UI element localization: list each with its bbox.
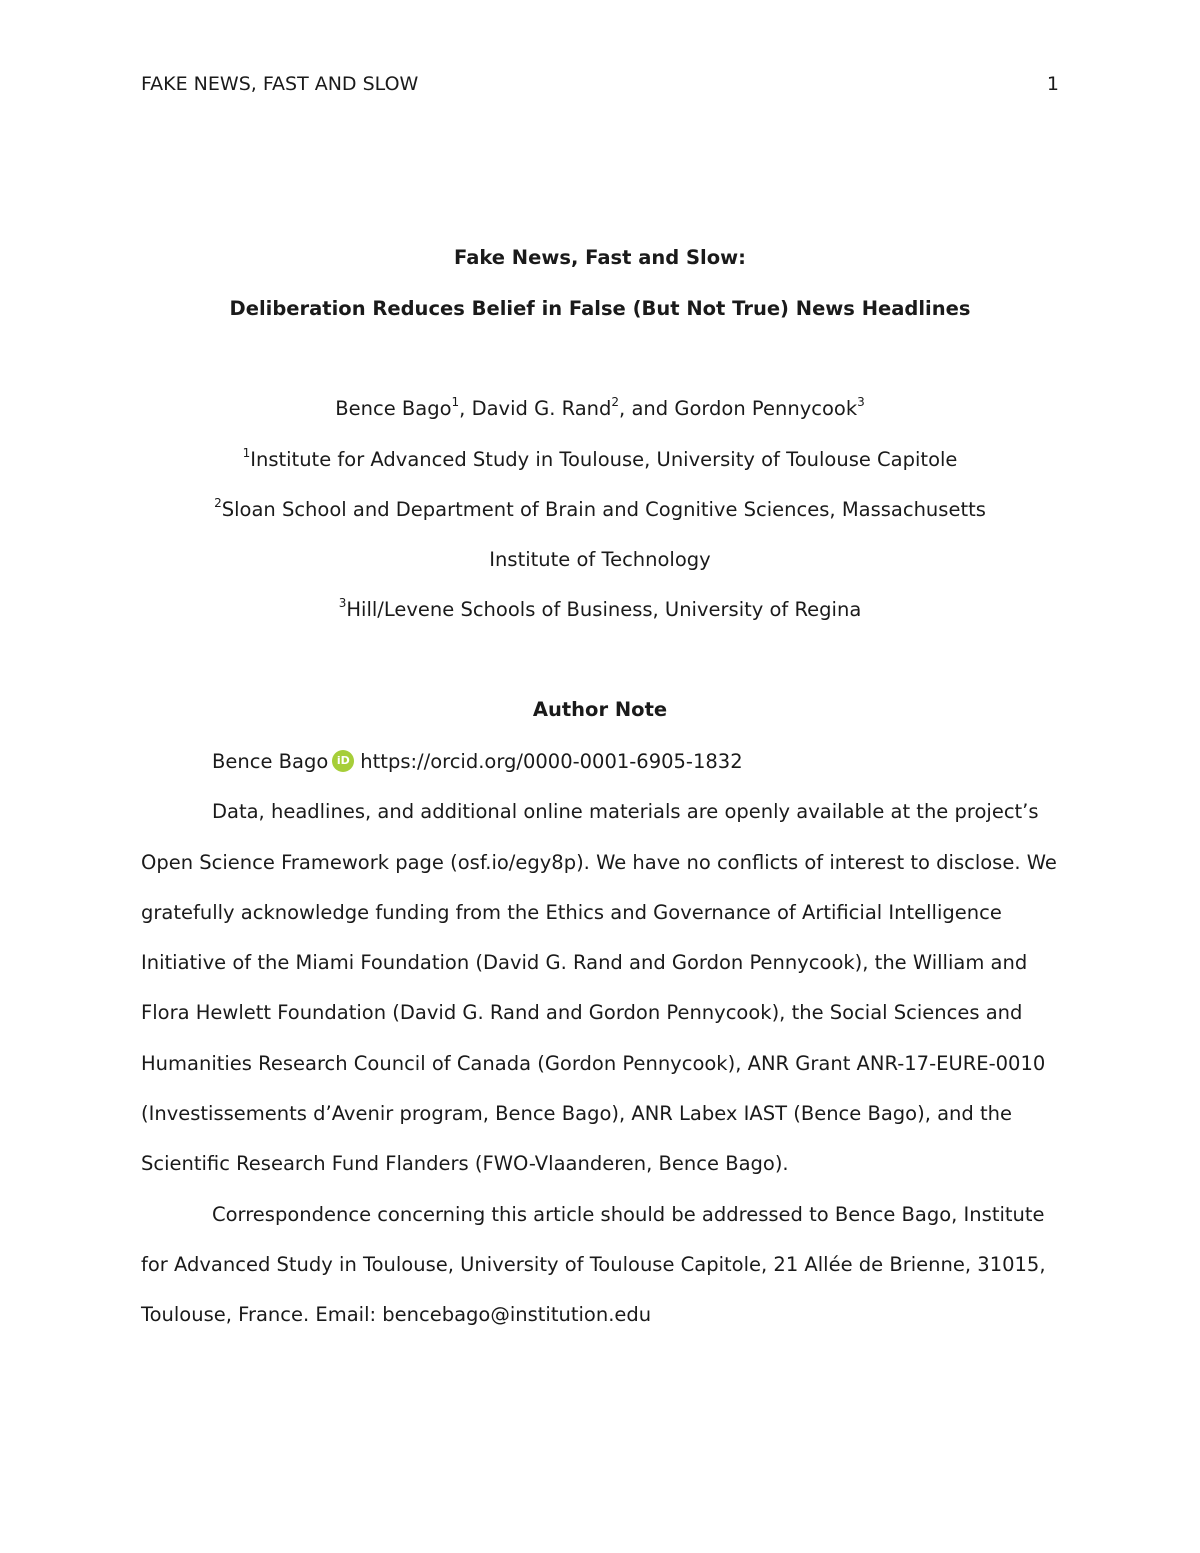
affiliation-text: Institute for Advanced Study in Toulouse, University of Toulouse Capitole xyxy=(250,448,958,471)
affiliation-superscript: 3 xyxy=(338,595,347,610)
correspondence-paragraph: Correspondence concerning this article should be addressed to Bence Bago, Institute for Advanced Study in Toulouse, University of Toulouse Capitole, 21 Allée de Brienne, 31015, Toulouse, France. Email: bencebago@institution.edu xyxy=(141,1202,1046,1327)
orcid-link[interactable]: https://orcid.org/0000-0001-6905-1832 xyxy=(360,750,743,773)
orcid-line xyxy=(141,737,1061,787)
affiliation-text: Hill/Levene Schools of Business, University of Regina xyxy=(346,598,862,621)
running-head xyxy=(141,70,1059,98)
orcid-author-name: Bence Bago xyxy=(212,750,329,773)
affiliation-superscript: 2 xyxy=(214,495,222,510)
funding-paragraph: Data, headlines, and additional online materials are openly available at the project’s Open Science Framework page (osf.io/egy8p). We have no conflicts of interest to disclose. We gratefully acknowledge funding from the Ethics and Governance of Artificial Intelligence Initiative of the Miami Foundation (David G. Rand and Gordon Pennycook), the William and Flora Hewlett Foundation (David G. Rand and Gordon Pennycook), the Social Sciences and Humanities Research Council of Canada (Gordon Pennycook), ANR Grant ANR-17-EURE-0010 (Investissements d’Avenir program, Bence Bago), ANR Labex IAST (Bence Bago), and the Scientific Research Fund Flanders (FWO-Vlaanderen, Bence Bago). xyxy=(141,800,1057,1176)
running-head-title: FAKE NEWS, FAST AND SLOW xyxy=(141,73,419,95)
affiliation-1 xyxy=(141,446,1059,474)
author-note-heading: Author Note xyxy=(532,698,668,721)
author-separator: , and xyxy=(619,397,675,420)
orcid-icon: iD xyxy=(332,750,354,772)
author-superscript: 2 xyxy=(611,394,620,409)
affiliation-superscript: 1 xyxy=(242,445,251,460)
page-number: 1 xyxy=(1046,73,1059,95)
author-superscript: 3 xyxy=(857,394,865,409)
author-name: Gordon Pennycook xyxy=(674,397,858,420)
affiliation-text: Sloan School and Department of Brain and Cognitive Sciences, Massachusetts xyxy=(221,498,986,521)
paper-title: Fake News, Fast and Slow: xyxy=(454,246,746,269)
author-name: Bence Bago xyxy=(335,397,452,420)
author-name: David G. Rand xyxy=(471,397,612,420)
author-note-body xyxy=(141,737,1061,1341)
author-byline xyxy=(141,395,1059,423)
author-separator: , xyxy=(459,397,472,420)
affiliation-2 xyxy=(141,496,1059,524)
affiliation-2-continuation: Institute of Technology xyxy=(489,548,711,571)
author-superscript: 1 xyxy=(451,394,460,409)
paper-subtitle: Deliberation Reduces Belief in False (But Not True) News Headlines xyxy=(229,297,971,320)
affiliation-3 xyxy=(141,596,1059,624)
